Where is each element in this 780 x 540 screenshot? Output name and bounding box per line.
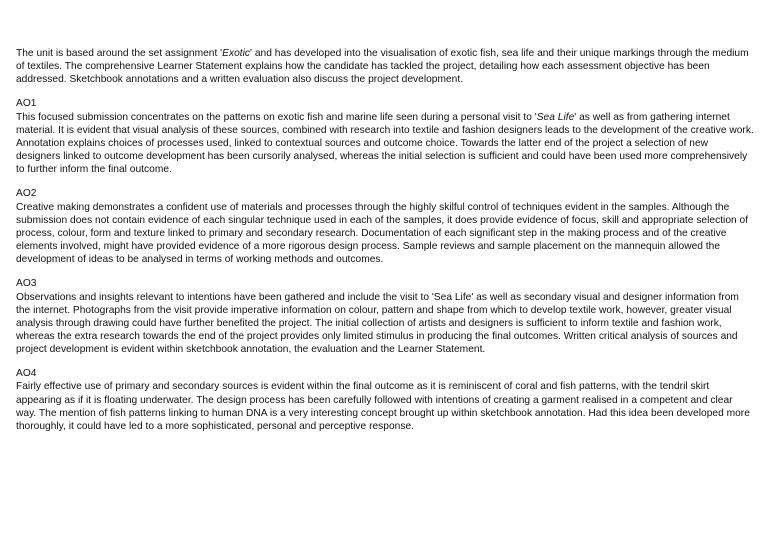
ao3-body: Observations and insights relevant to intentions have been gathered and include the visit to 'Sea Life' as well as secondary visual and designer information from the internet. Photographs from the visit provide imperative information on colour, pattern and shape from which to develop textile work, however, greater visual analysis through drawing could have further benefited the project. The initial collection of artists and designers is sufficient to inform textile and fashion work, whereas the extra research towards the end of the project provides only limited stimulus in producing the final outcomes. Written critical analysis of sources and project development is evident within sketchbook annotation, the evaluation and the Learner Statement. — [16, 291, 739, 356]
ao1-emphasis: Sea Life — [536, 111, 575, 123]
ao1-text-end: ' as well as from gathering internet material. It is evident that visual analysis of these sources, combined with research into textile and fashion designers leads to the development of the creative work. Annotation explains choices of processes used, linked to contextual sources and outcome choice. Towards the latter end of the project a selection of new designers linked to outcome development has been cursorily analysed, whereas the initial selection is sufficient and could have been used more comprehensively to further inform the final outcome. — [16, 111, 754, 176]
ao1-heading: AO1 — [16, 98, 37, 110]
intro-text-start: The unit is based around the set assignment ' — [16, 48, 223, 59]
document-page — [16, 47, 754, 444]
ao2-section — [16, 187, 754, 266]
ao2-body: Creative making demonstrates a confident use of materials and processes through the highly skilful control of techniques evident in the samples. Although the submission does not contain evidence of each singular technique used in each of the samples, it does provide evidence of focus, skill and appropriate selection of process, colour, form and texture linked to primary and secondary research. Documentation of each significant step in the making process and of the creative elements involved, might have provided evidence of a more rigorous design process. Sample reviews and sample placement on the mannequin allowed the development of ideas to be analysed in terms of working methods and outcomes. — [16, 201, 749, 266]
ao4-body: Fairly effective use of primary and secondary sources is evident within the final outcome as it is reminiscent of coral and fish patterns, with the tendril skirt appearing as if it is floating underwater. The design process has been carefully followed with intentions of creating a garment realised in a competent and clear way. The mention of fish patterns linking to human DNA is a very interesting concept brought up within sketchbook annotation. Had this idea been developed more thoroughly, it could have led to a more sophisticated, personal and perceptive response. — [16, 381, 750, 432]
intro-text-end: ' and has developed into the visualisation of exotic fish, sea life and their unique markings through the medium of textiles. The comprehensive Learner Statement explains how the candidate has tackled the project, detailing how each assessment objective has been addressed. Sketchbook annotations and a written evaluation also discuss the project development. — [16, 48, 749, 86]
intro-paragraph — [16, 47, 754, 86]
ao1-text-start: This focused submission concentrates on the patterns on exotic fish and marine life seen during a personal visit to ' — [16, 111, 537, 123]
ao3-section — [16, 277, 754, 356]
ao4-heading: AO4 — [16, 368, 37, 380]
ao4-section — [16, 367, 754, 433]
intro-emphasis: Exotic — [222, 48, 251, 59]
ao3-heading: AO3 — [16, 278, 37, 290]
ao2-heading: AO2 — [16, 188, 37, 200]
ao1-section — [16, 97, 754, 176]
